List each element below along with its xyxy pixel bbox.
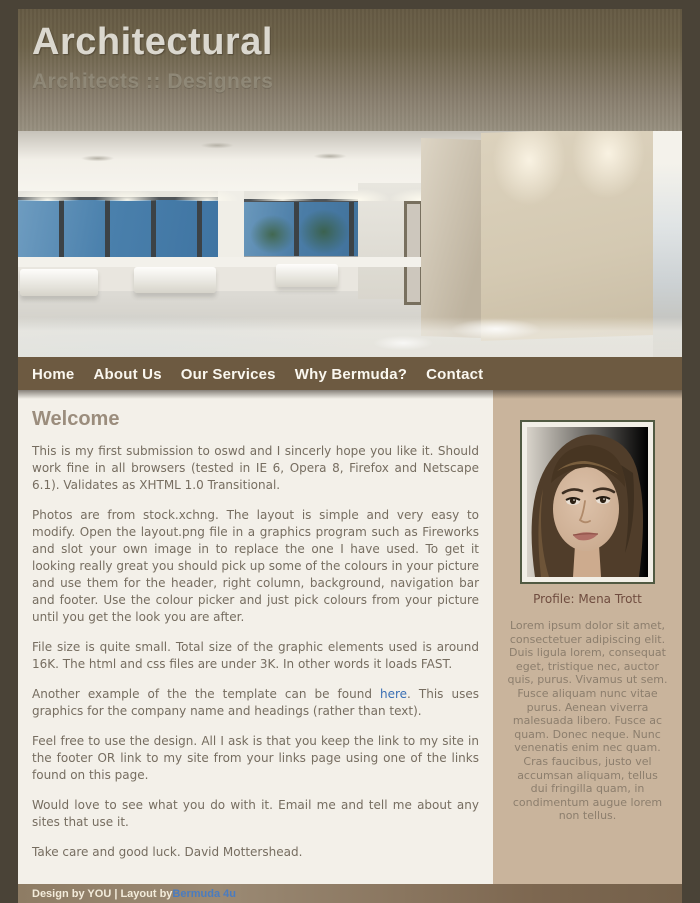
nav-link-home[interactable]: Home: [32, 366, 75, 383]
hero-office-photo: [18, 131, 682, 357]
profile-caption: Profile: Mena Trott: [533, 592, 642, 606]
nav-item-why-bermuda: [295, 364, 407, 383]
profile-photo-frame: [520, 420, 655, 584]
main-content: [18, 390, 493, 884]
photo-pillar-front: [481, 131, 653, 341]
profile-photo: [527, 427, 648, 577]
page-header: [18, 9, 682, 131]
photo-pillar-side: [421, 138, 481, 338]
photo-spotlights: [18, 177, 438, 201]
photo-window-sill: [18, 257, 438, 267]
nav-list: [18, 357, 682, 390]
nav-item-home: [32, 364, 74, 383]
nav-item-services: [181, 364, 276, 383]
site-tagline: Architects :: Designers: [32, 70, 274, 93]
nav-item-about: [93, 364, 161, 383]
photo-radiator: [20, 269, 98, 296]
nav-link-contact[interactable]: Contact: [426, 366, 484, 383]
paragraph-signoff: Take care and good luck. David Mottershead.: [32, 845, 303, 859]
page-container: [18, 9, 682, 903]
bermuda4u-link[interactable]: Bermuda 4u: [172, 887, 236, 900]
paragraph-example: [32, 686, 479, 720]
photo-radiator: [134, 267, 216, 293]
photo-wall-pier: [218, 191, 244, 261]
sidebar: [493, 390, 682, 884]
paragraph-filesize: File size is quite small. Total size of the graphic elements used is around 16K. The html and css files are under 3K. In other words it loads FAST.: [32, 640, 479, 671]
nav-link-why-bermuda[interactable]: Why Bermuda?: [294, 366, 408, 383]
paragraph-intro: This is my first submission to oswd and I sincerly hope you like it. Should work fine in all browsers (tested in IE 6, Opera 8, Firefox and Netscape 6.1). Validates as XHTML 1.0 Transitional.: [32, 444, 479, 492]
example-text-after: . This uses graphics for the company name and headings (rather than text).: [32, 687, 479, 718]
paragraph-photos: Photos are from stock.xchng. The layout is simple and very easy to modify. Open the layout.png file in a graphics program such as Fireworks and slot your own image in to replace the one I have used. To get it looking really great you should pick up some of the colours in your picture and use them for the header, right column, background, navigation bar and footer. Use the colour picker and just pick colours from your picture until you get the look you are after.: [32, 508, 479, 624]
main-nav: [18, 357, 682, 390]
footer-credit-text: Design by YOU | Layout by: [32, 887, 173, 900]
nav-link-about[interactable]: About Us: [93, 366, 162, 383]
welcome-heading: Welcome: [32, 408, 120, 430]
photo-windows-left: [18, 197, 218, 262]
sidebar-bio-text: Lorem ipsum dolor sit amet, consectetuer adipiscing elit. Duis ligula lorem, consequat eget, tristique nec, auctor quis, purus. Vivamus ut sem. Fusce aliquam nunc vitae purus. Aenean viverra malesuada libero. Fusce ac quam. Donec neque. Nunc venenatis enim nec quam. Cras faucibus, justo vel accumsan aliquam, tellus dui fringilla quam, in condimentum augue lorem non tellus.: [507, 619, 668, 823]
nav-item-contact: [426, 364, 483, 383]
site-title: Architectural: [32, 21, 273, 63]
paragraph-license: Feel free to use the design. All I ask is that you keep the link to my site in the footer OR link to my site from your links page using one of the links found on this page.: [32, 734, 479, 782]
photo-windows-right: [244, 199, 358, 260]
example-text-before: Another example of the the template can be found: [32, 687, 380, 701]
photo-reflection-overlay: [18, 317, 682, 357]
content-row: [18, 390, 682, 884]
nav-link-services[interactable]: Our Services: [180, 366, 276, 383]
paragraph-feedback: Would love to see what you do with it. Email me and tell me about any sites that use it.: [32, 798, 479, 829]
photo-radiator: [276, 264, 338, 287]
page-footer: [18, 884, 682, 903]
here-link[interactable]: here: [380, 687, 408, 701]
